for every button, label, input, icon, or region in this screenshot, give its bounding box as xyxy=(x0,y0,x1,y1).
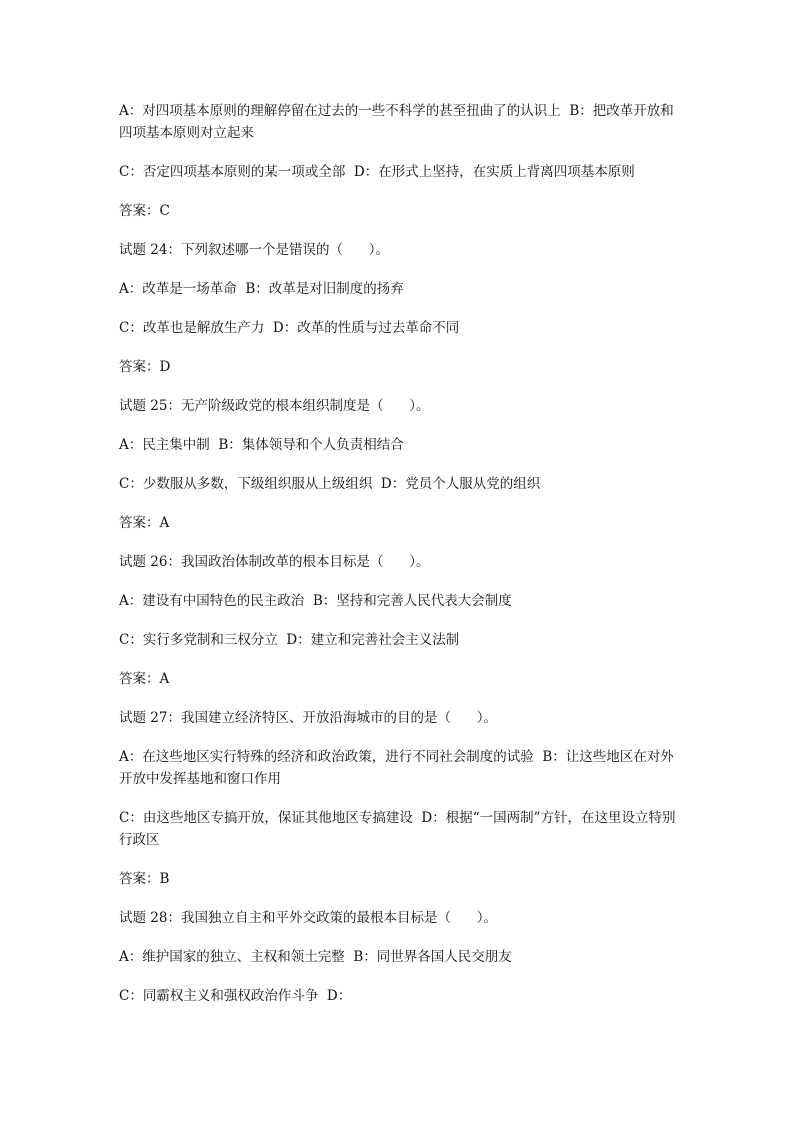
q28-options-cd: C：同霸权主义和强权政治作斗争 D： xyxy=(119,988,352,1004)
q24-options-cd: C：改革也是解放生产力 D：改革的性质与过去革命不同 xyxy=(119,320,460,336)
q24-answer: 答案：D xyxy=(119,359,171,375)
q23-answer: 答案：C xyxy=(119,203,170,219)
q26-options-cd: C：实行多党制和三权分立 D：建立和完善社会主义法制 xyxy=(119,632,460,648)
q24-options-ab: A：改革是一场革命 B：改革是对旧制度的扬弃 xyxy=(119,281,404,297)
q28-options-ab: A：维护国家的独立、主权和领土完整 B：同世界各国人民交朋友 xyxy=(119,949,512,965)
q26-question: 试题 26：我国政治体制改革的根本目标是（ ）。 xyxy=(119,554,430,570)
q23-options-cd: C：否定四项基本原则的某一项或全部 D：在形式上坚持，在实质上背离四项基本原则 xyxy=(119,164,635,180)
q23-options-ab: A：对四项基本原则的理解停留在过去的一些不科学的甚至扭曲了的认识上 B：把改革开放和四项基本原则对立起来 xyxy=(119,103,674,141)
q25-question: 试题 25：无产阶级政党的根本组织制度是（ ）。 xyxy=(119,398,430,414)
q27-answer: 答案：B xyxy=(119,871,170,887)
q24-question: 试题 24：下列叙述哪一个是错误的（ ）。 xyxy=(119,242,389,258)
q27-question: 试题 27：我国建立经济特区、开放沿海城市的目的是（ ）。 xyxy=(119,710,497,726)
q25-options-ab: A：民主集中制 B：集体领导和个人负责相结合 xyxy=(119,437,404,453)
q26-answer: 答案：A xyxy=(119,671,170,687)
q25-answer: 答案：A xyxy=(119,515,170,531)
q28-question: 试题 28：我国独立自主和平外交政策的最根本目标是（ ）。 xyxy=(119,910,497,926)
q25-options-cd: C：少数服从多数，下级组织服从上级组织 D：党员个人服从党的组织 xyxy=(119,476,541,492)
q26-options-ab: A：建设有中国特色的民主政治 B：坚持和完善人民代表大会制度 xyxy=(119,593,512,609)
q27-options-cd: C：由这些地区专搞开放，保证其他地区专搞建设 D：根据“一国两制”方针，在这里设立特别行政区 xyxy=(119,810,676,848)
document-body xyxy=(119,100,679,1024)
q27-options-ab: A：在这些地区实行特殊的经济和政治政策，进行不同社会制度的试验 B：让这些地区在对外开放中发挥基地和窗口作用 xyxy=(119,749,674,787)
